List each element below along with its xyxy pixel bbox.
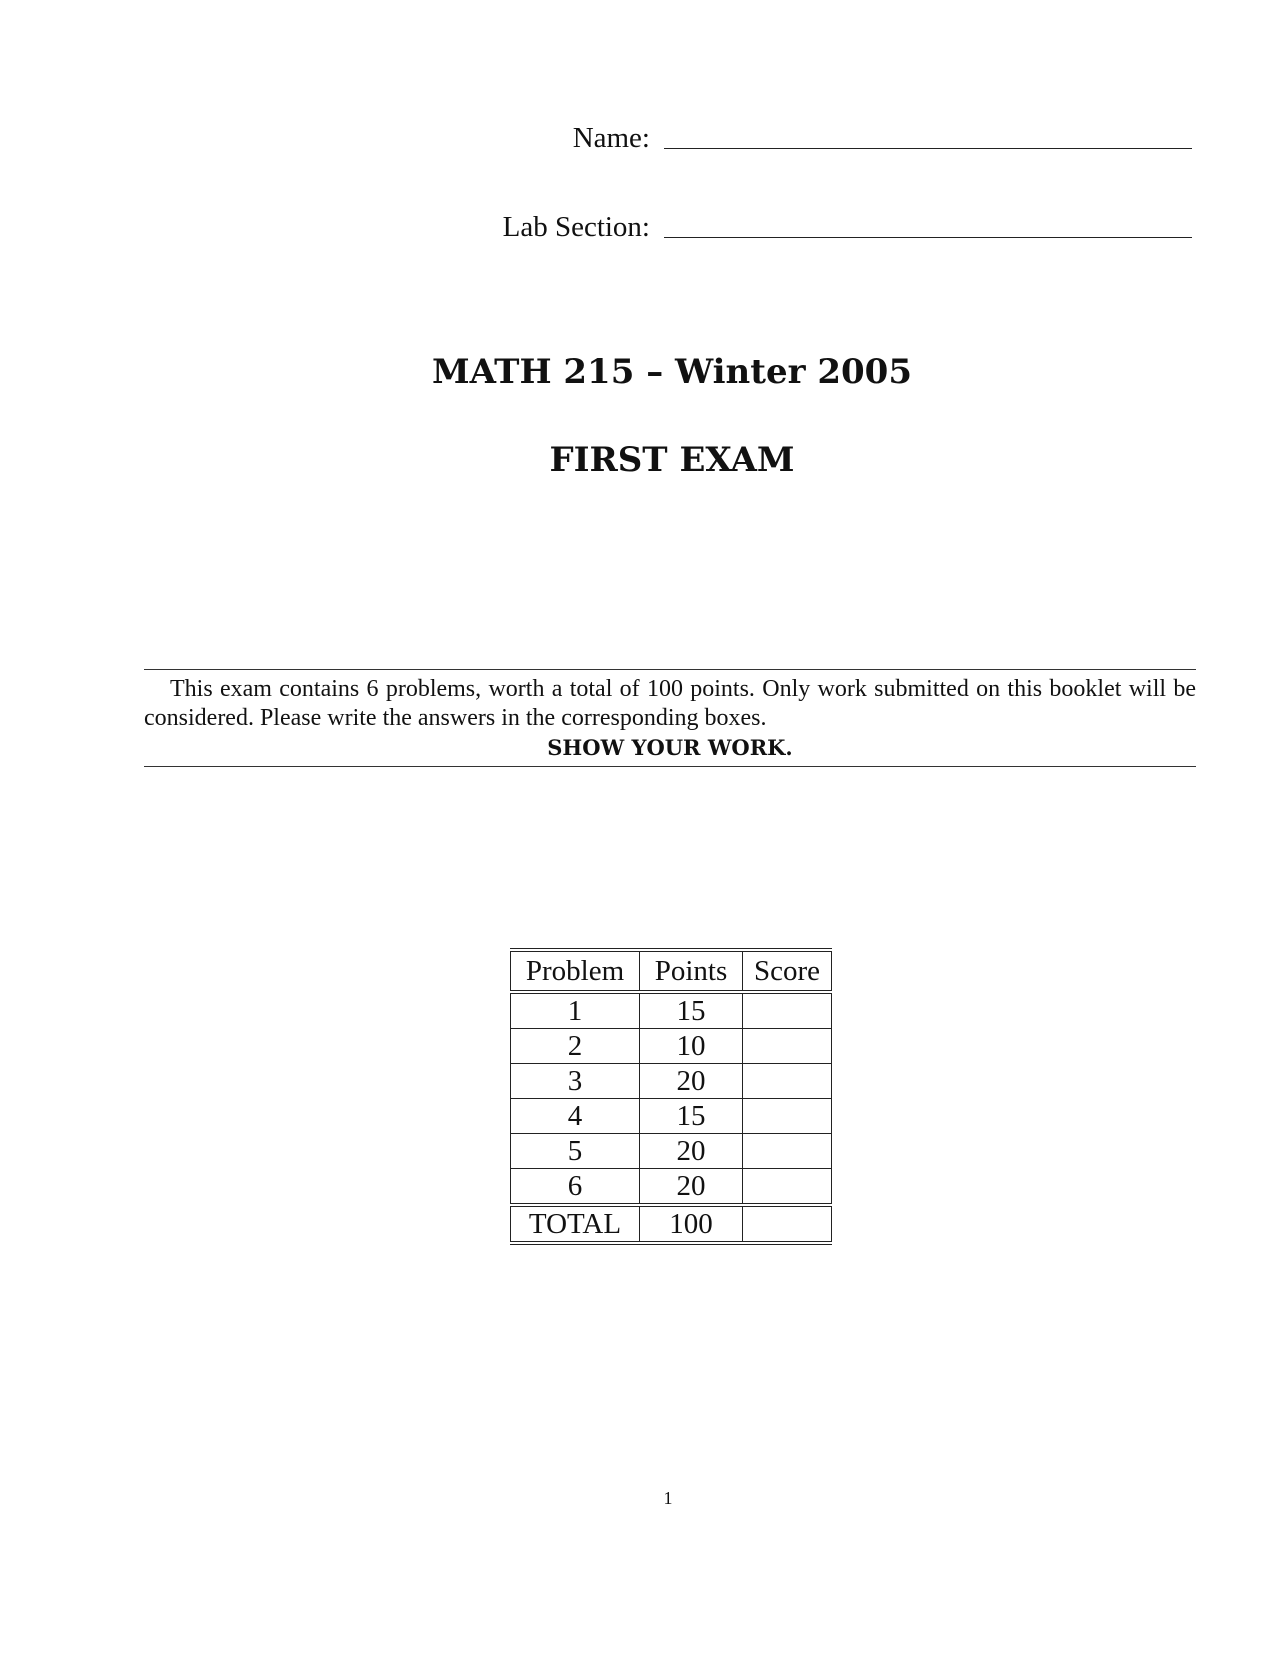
score-cell[interactable] (743, 1169, 832, 1206)
problem-points: 20 (640, 1169, 743, 1206)
lab-section-field-row (503, 213, 1192, 242)
lab-section-blank-line[interactable] (664, 237, 1192, 238)
score-table-container (510, 948, 832, 1245)
table-row (511, 992, 832, 1029)
table-row (511, 1169, 832, 1206)
name-field-row (573, 124, 1192, 153)
score-table (510, 948, 832, 1245)
score-cell[interactable] (743, 1099, 832, 1134)
problem-number: 4 (511, 1099, 640, 1134)
problem-points: 10 (640, 1029, 743, 1064)
score-cell[interactable] (743, 1029, 832, 1064)
page-number: 1 (663, 1488, 673, 1508)
score-cell[interactable] (743, 1134, 832, 1169)
problem-points: 15 (640, 1099, 743, 1134)
instructions-box (144, 669, 1196, 767)
total-row (511, 1205, 832, 1243)
table-row (511, 1064, 832, 1099)
problem-number: 3 (511, 1064, 640, 1099)
show-work-notice: SHOW YOUR WORK. (547, 735, 793, 760)
problem-number: 6 (511, 1169, 640, 1206)
table-row (511, 1099, 832, 1134)
lab-section-label: Lab Section: (502, 211, 650, 243)
name-label: Name: (572, 122, 650, 154)
score-table-header-row (511, 950, 832, 992)
problem-points: 20 (640, 1134, 743, 1169)
instructions-text: This exam contains 6 problems, worth a total of 100 points. Only work submitted on this booklet will be considered. Please write the answers in the corresponding boxes. (144, 676, 1196, 731)
header-problem: Problem (511, 950, 640, 992)
total-points: 100 (640, 1205, 743, 1243)
score-cell[interactable] (743, 992, 832, 1029)
name-blank-line[interactable] (664, 148, 1192, 149)
score-cell[interactable] (743, 1064, 832, 1099)
header-points: Points (640, 950, 743, 992)
total-score-cell[interactable] (743, 1205, 832, 1243)
problem-number: 1 (511, 992, 640, 1029)
problem-number: 5 (511, 1134, 640, 1169)
course-title: MATH 215 – Winter 2005 (431, 352, 912, 392)
total-label: TOTAL (511, 1205, 640, 1243)
problem-points: 15 (640, 992, 743, 1029)
header-score: Score (743, 950, 832, 992)
problem-points: 20 (640, 1064, 743, 1099)
table-row (511, 1134, 832, 1169)
table-row (511, 1029, 832, 1064)
problem-number: 2 (511, 1029, 640, 1064)
exam-title: FIRST EXAM (549, 440, 795, 480)
